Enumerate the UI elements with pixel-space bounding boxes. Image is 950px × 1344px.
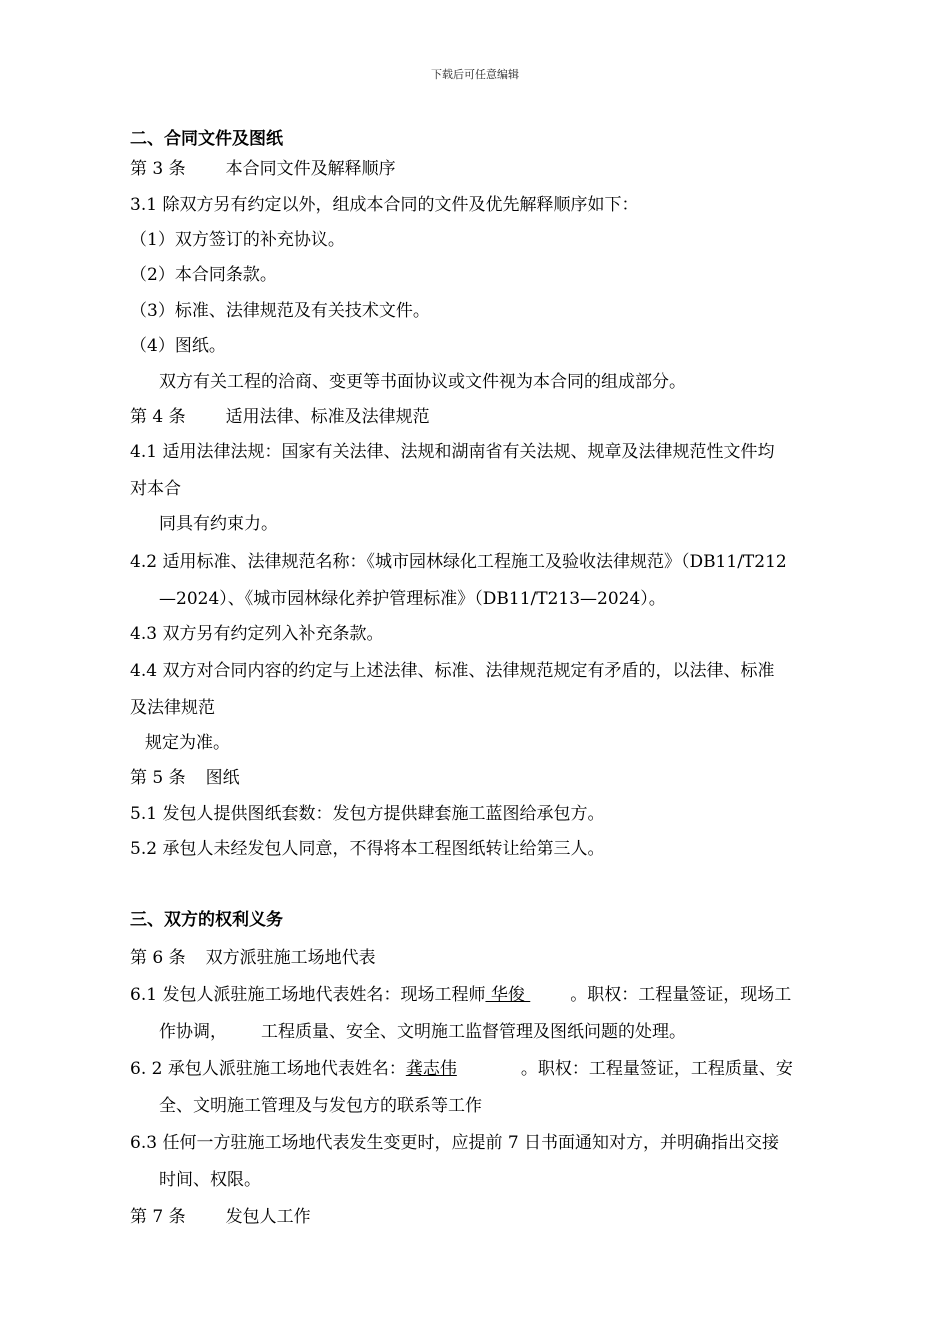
clause-6-3-line-1: 6.3 任何一方驻施工场地代表发生变更时，应提前 7 日书面通知对方，并明确指出交接 [130,1133,780,1153]
clause-4-4-line-3: 规定为准。 [145,733,230,753]
article-6-number: 第 6 条 [130,948,186,968]
article-3-heading [130,154,862,190]
article-4-number: 第 4 条 [130,407,186,427]
clause-6-3-line-2: 时间、权限。 [159,1170,261,1190]
article-7-number: 第 7 条 [130,1207,186,1227]
clause-4-3: 4.3 双方另有约定列入补充条款。 [130,624,384,644]
article-4-title: 适用法律、标准及法律规范 [225,407,430,427]
section-2-title: 二、合同文件及图纸 [130,129,283,149]
clause-6-1-line-2 [130,1017,862,1054]
clause-6-2-line-1 [130,1054,862,1091]
article-3-number: 第 3 条 [130,159,186,179]
article-5-number: 第 5 条 [130,768,186,788]
article-4-heading [130,402,862,437]
section-3-title: 三、双方的权利义务 [130,910,283,930]
article-6-heading [130,943,862,980]
clause-3-1-item-1: （1）双方签订的补充协议。 [130,230,345,250]
article-6-title: 双方派驻施工场地代表 [205,948,376,968]
document-body [130,118,862,1238]
clause-3-note: 双方有关工程的洽商、变更等书面协议或文件视为本合同的组成部分。 [159,372,686,392]
article-7-title: 发包人工作 [225,1207,311,1227]
clause-6-1-line-1 [130,980,862,1017]
employer-representative-name: 华俊 [485,985,531,1005]
page-header: 下载后可任意编辑 [431,68,519,81]
clause-6-1-line-2-part-2: 工程质量、安全、文明施工监督管理及图纸问题的处理。 [261,1022,686,1042]
article-7-heading [130,1202,862,1238]
clause-4-4-line-1: 4.4 双方对合同内容的约定与上述法律、标准、法律规范规定有矛盾的，以法律、标准 [130,661,775,681]
clause-4-1-line-3: 同具有约束力。 [159,514,278,534]
contractor-representative-name: 龚志伟 [405,1059,457,1079]
clause-3-1-item-3: （3）标准、法律规范及有关技术文件。 [130,301,430,321]
clause-3-1-item-2: （2）本合同条款。 [130,265,277,285]
clause-4-1-line-1: 4.1 适用法律法规：国家有关法律、法规和湖南省有关法规、规章及法律规范性文件均 [130,442,775,462]
article-3-title: 本合同文件及解释顺序 [225,159,396,179]
clause-4-4-line-2: 及法律规范 [130,698,215,718]
clause-3-1-item-4: （4）图纸。 [130,336,226,356]
clause-3-1: 3.1 除双方另有约定以外，组成本合同的文件及优先解释顺序如下： [130,195,639,215]
article-5-heading [130,763,862,799]
article-5-title: 图纸 [205,768,240,788]
clause-4-1-line-2: 对本合 [130,479,181,499]
clause-6-1-suffix: 。职权：工程量签证，现场工 [570,985,792,1005]
clause-6-2-suffix: 。职权：工程量签证，工程质量、安 [520,1059,793,1079]
clause-6-1-prefix: 6.1 发包人派驻施工场地代表姓名：现场工程师 [130,985,486,1005]
clause-6-2-prefix: 6. 2 承包人派驻施工场地代表姓名： [130,1059,406,1079]
clause-4-2-line-1: 4.2 适用标准、法律规范名称：《城市园林绿化工程施工及验收法律规范》（DB11/T212 [130,552,787,572]
clause-5-2: 5.2 承包人未经发包人同意，不得将本工程图纸转让给第三人。 [130,839,605,859]
clause-6-2-line-2: 全、文明施工管理及与发包方的联系等工作 [159,1096,482,1116]
clause-4-2-line-2: —2024）、《城市园林绿化养护管理标准》（DB11/T213—2024）。 [159,589,666,609]
clause-6-1-line-2-part-1: 作协调， [159,1022,227,1042]
clause-5-1: 5.1 发包人提供图纸套数：发包方提供肆套施工蓝图给承包方。 [130,804,605,824]
